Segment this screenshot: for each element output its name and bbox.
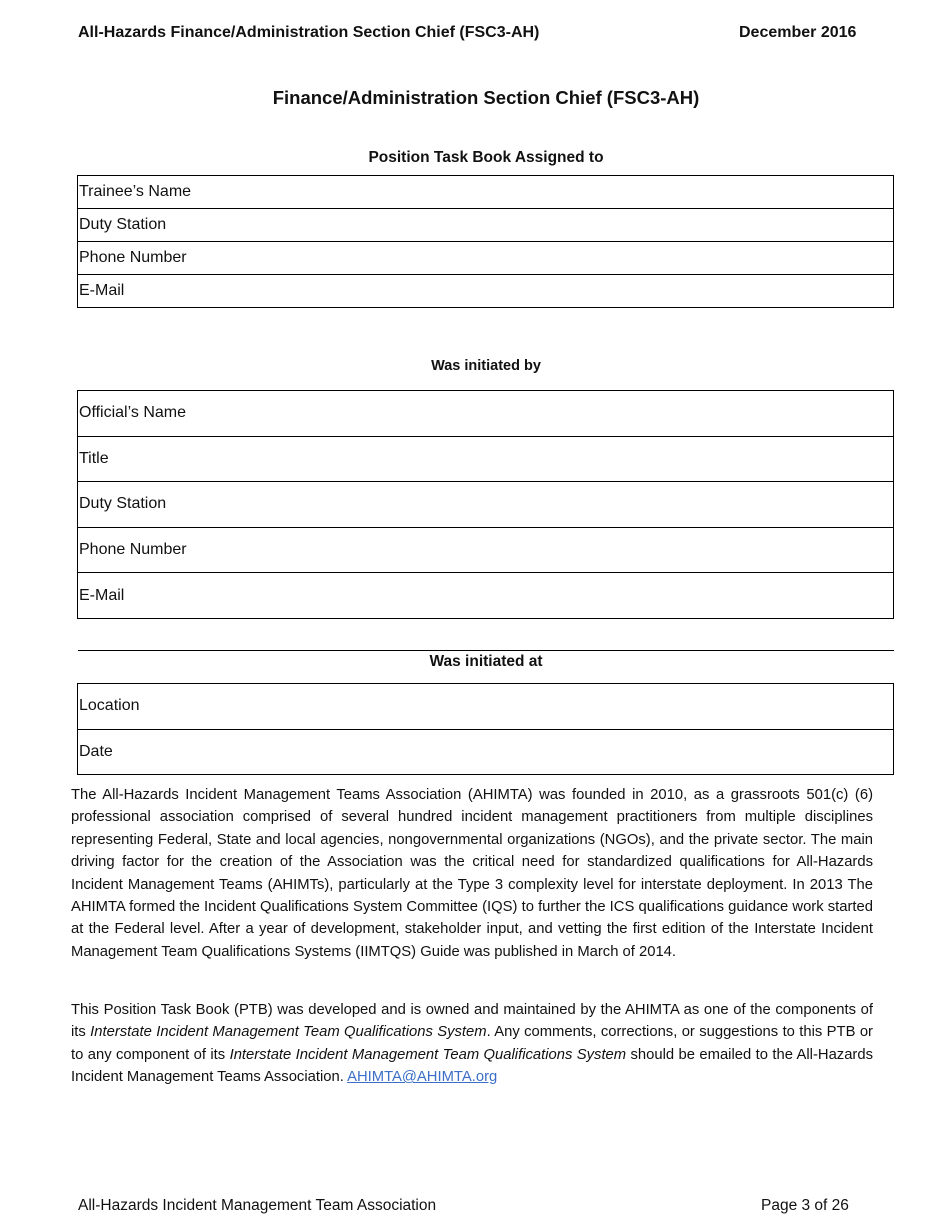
- ptb-system-name-1: Interstate Incident Management Team Qualifications System: [90, 1024, 487, 1041]
- official-phone-field[interactable]: Phone Number: [78, 527, 894, 573]
- trainee-email-field[interactable]: E-Mail: [78, 275, 894, 308]
- ptb-system-name-2: Interstate Incident Management Team Qualifications System: [229, 1046, 627, 1063]
- assigned-table: [77, 175, 894, 308]
- page-title: Finance/Administration Section Chief (FSC3-AH): [272, 87, 700, 108]
- assigned-heading: Position Task Book Assigned to: [368, 149, 604, 166]
- official-email-field[interactable]: E-Mail: [78, 573, 894, 619]
- ptb-ownership-paragraph: [71, 999, 873, 1089]
- footer-page-number: Page 3 of 26: [761, 1197, 849, 1214]
- ahimta-history-paragraph: The All-Hazards Incident Management Teams Association (AHIMTA) was founded in 2010, as a grassroots 501(c) (6) professional association comprised of several hundred incident management practitioners from multiple disciplines representing Federal, State and local agencies, nongovernmental organizations (NGOs), and the private sector. The main driving factor for the creation of the Association was the critical need for standardized qualifications for All-Hazards Incident Management Teams (AHIMTs), particularly at the Type 3 complexity level for interstate deployment. In 2013 The AHIMTA formed the Incident Qualifications System Committee (IQS) to further the ICS qualifications guidance work started at the Federal level. After a year of development, stakeholder input, and vetting the first edition of the Interstate Incident Management Team Qualifications Systems (IIMTQS) Guide was published in March of 2014.: [71, 787, 873, 960]
- header-document-title: All-Hazards Finance/Administration Section Chief (FSC3-AH): [78, 24, 540, 41]
- initiated-by-heading: Was initiated by: [431, 358, 541, 374]
- header-date: December 2016: [739, 24, 857, 41]
- initiated-by-table: [77, 390, 894, 619]
- official-name-field[interactable]: Official’s Name: [78, 391, 894, 437]
- official-title-field[interactable]: Title: [78, 436, 894, 482]
- location-field[interactable]: Location: [78, 684, 894, 730]
- ahimta-email-link[interactable]: AHIMTA@AHIMTA.org: [347, 1069, 498, 1086]
- ptb-text-part3: should be emailed to the All-Hazards Incident Management Teams Association.: [71, 1046, 873, 1086]
- trainee-phone-field[interactable]: Phone Number: [78, 242, 894, 275]
- section-divider: [78, 650, 894, 651]
- official-duty-station-field[interactable]: Duty Station: [78, 482, 894, 528]
- trainee-duty-station-field[interactable]: Duty Station: [78, 209, 894, 242]
- ptb-text-part2: . Any comments, corrections, or suggestions to this PTB or to any component of its: [71, 1024, 873, 1063]
- initiated-at-table: [77, 683, 894, 775]
- trainee-name-field[interactable]: Trainee’s Name: [78, 176, 894, 209]
- date-field[interactable]: Date: [78, 729, 894, 775]
- ptb-text-part1: This Position Task Book (PTB) was developed and is owned and maintained by the AHIMTA as one of the components of its: [71, 1002, 873, 1041]
- initiated-at-heading: Was initiated at: [429, 653, 543, 670]
- footer-organization: All-Hazards Incident Management Team Association: [78, 1197, 437, 1214]
